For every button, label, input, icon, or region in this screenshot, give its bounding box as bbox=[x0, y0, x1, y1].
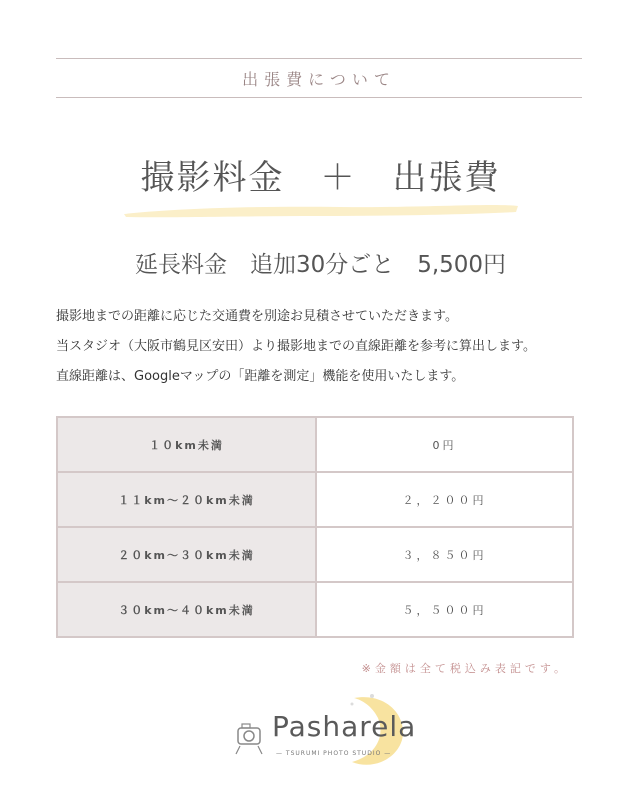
headline: 撮影料金 ＋ 出張費 bbox=[140, 158, 501, 198]
distance-cell: ３０km〜４０km未満 bbox=[57, 582, 316, 637]
distance-cell: １１km〜２０km未満 bbox=[57, 472, 316, 527]
price-cell: ５，５００円 bbox=[316, 582, 573, 637]
tax-note: ※金額は全て税込み表記です。 bbox=[361, 662, 569, 675]
table-row bbox=[57, 527, 573, 582]
notes bbox=[56, 302, 596, 392]
fee-table bbox=[56, 416, 574, 638]
logo-subtitle: — TSURUMI PHOTO STUDIO — bbox=[276, 750, 392, 757]
section-header bbox=[56, 58, 582, 98]
price-cell: ２，２００円 bbox=[316, 472, 573, 527]
distance-cell: １０km未満 bbox=[57, 417, 316, 472]
table-row bbox=[57, 472, 573, 527]
note-line: 当スタジオ（大阪市鶴見区安田）より撮影地までの直線距離を参考に算出します。 bbox=[56, 339, 536, 354]
brush-underline bbox=[120, 200, 522, 222]
camera-icon bbox=[232, 716, 272, 756]
note-line: 撮影地までの距離に応じた交通費を別途お見積させていただきます。 bbox=[56, 309, 458, 324]
logo-wordmark: Pasharela bbox=[272, 710, 417, 743]
brand-logo bbox=[226, 690, 416, 770]
distance-cell: ２０km〜３０km未満 bbox=[57, 527, 316, 582]
note-line: 直線距離は、Googleマップの「距離を測定」機能を使用いたします。 bbox=[56, 369, 465, 384]
section-title: 出張費について bbox=[242, 69, 396, 89]
price-cell: 0円 bbox=[316, 417, 573, 472]
price-cell: ３，８５０円 bbox=[316, 527, 573, 582]
extension-fee: 延長料金 追加30分ごと 5,500円 bbox=[134, 252, 507, 278]
table-row bbox=[57, 582, 573, 637]
table-row bbox=[57, 417, 573, 472]
